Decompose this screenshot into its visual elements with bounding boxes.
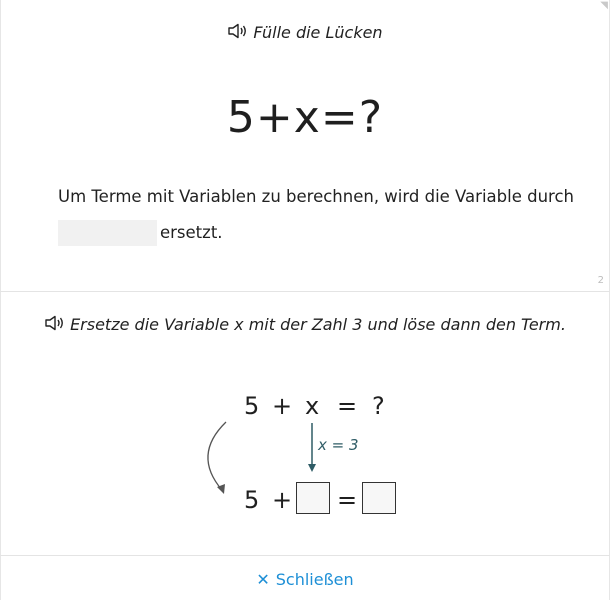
substitution-label: x = 3 — [318, 436, 359, 454]
close-button[interactable] — [0, 570, 610, 589]
top-equals: = — [337, 392, 358, 420]
instruction-text: Fülle die Lücken — [253, 23, 383, 42]
corner-mark: ◥ — [600, 0, 608, 11]
close-icon: ✕ — [256, 570, 270, 589]
bottom-term-5: 5 — [244, 486, 260, 514]
text-line-1: Um Terme mit Variablen zu berechnen, wird die Variable durch — [58, 187, 574, 206]
text-after-gap: ersetzt. — [160, 223, 223, 242]
top-term-5: 5 — [244, 392, 260, 420]
formula-plus: + — [255, 92, 294, 143]
page-number: 2 — [597, 275, 604, 286]
footer-divider — [0, 555, 610, 556]
formula-unknown: ? — [358, 92, 384, 143]
answer-box-x[interactable] — [296, 482, 330, 514]
top-plus: + — [272, 392, 293, 420]
curved-arrow — [208, 422, 226, 490]
answer-box-result[interactable] — [362, 482, 396, 514]
down-arrow-head — [308, 464, 316, 472]
close-label: Schließen — [275, 570, 354, 589]
formula-term-5: 5 — [226, 92, 256, 143]
top-unknown: ? — [372, 392, 385, 420]
top-variable-x: x — [305, 392, 320, 420]
formula-equals: = — [320, 92, 359, 143]
formula-variable-x: x — [293, 92, 321, 143]
bottom-equals: = — [337, 486, 358, 514]
instruction-2-text: Ersetze die Variable x mit der Zahl 3 und löse dann den Term. — [70, 315, 566, 334]
bottom-plus: + — [272, 486, 293, 514]
